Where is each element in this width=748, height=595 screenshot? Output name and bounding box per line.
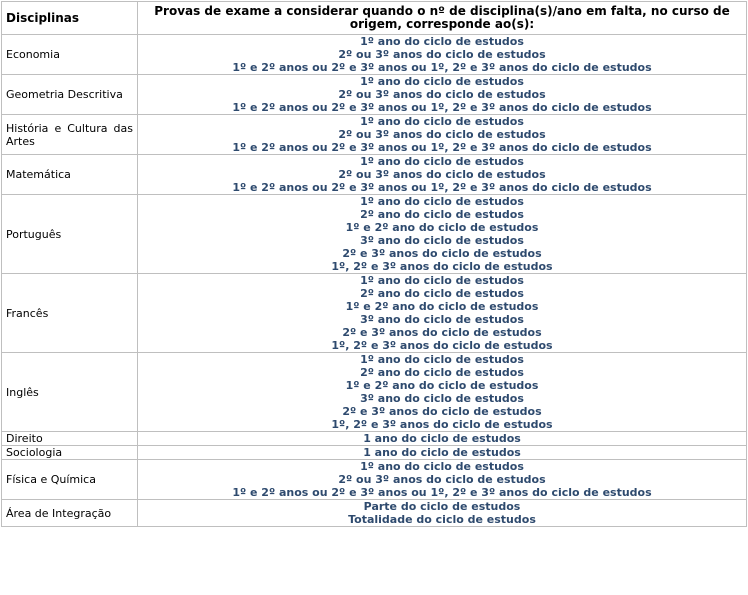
exam-line: 1 ano do ciclo de estudos bbox=[363, 446, 521, 459]
exam-line: 1º e 2º anos ou 2º e 3º anos ou 1º, 2º e 3º anos do ciclo de estudos bbox=[232, 101, 652, 114]
subject-cell: Economia bbox=[2, 35, 138, 75]
table-row bbox=[2, 500, 747, 527]
exam-line: 1º ano do ciclo de estudos bbox=[360, 75, 524, 88]
table-row bbox=[2, 35, 747, 75]
subject-cell: Direito bbox=[2, 432, 138, 446]
exam-line: 2º ano do ciclo de estudos bbox=[360, 287, 524, 300]
exams-cell bbox=[138, 274, 747, 353]
exam-line: 1º ano do ciclo de estudos bbox=[360, 115, 524, 128]
exam-line: 1º e 2º anos ou 2º e 3º anos ou 1º, 2º e 3º anos do ciclo de estudos bbox=[232, 141, 652, 154]
exam-line: 1º e 2º ano do ciclo de estudos bbox=[345, 221, 539, 234]
exams-cell bbox=[138, 35, 747, 75]
exam-line: 1º ano do ciclo de estudos bbox=[360, 460, 524, 473]
exam-line: 2º ano do ciclo de estudos bbox=[360, 208, 524, 221]
exam-line: Totalidade do ciclo de estudos bbox=[348, 513, 536, 526]
exam-line: 1 ano do ciclo de estudos bbox=[363, 432, 521, 445]
table-row bbox=[2, 432, 747, 446]
exam-line: Parte do ciclo de estudos bbox=[363, 500, 521, 513]
table-row bbox=[2, 75, 747, 115]
header-subject: Disciplinas bbox=[2, 2, 138, 35]
exam-line: 2º ano do ciclo de estudos bbox=[360, 366, 524, 379]
subject-cell: Francês bbox=[2, 274, 138, 353]
header-row bbox=[2, 2, 747, 35]
exam-line: 2º e 3º anos do ciclo de estudos bbox=[342, 326, 542, 339]
subject-cell: Física e Química bbox=[2, 460, 138, 500]
table-row bbox=[2, 274, 747, 353]
header-exams: Provas de exame a considerar quando o nº de disciplina(s)/ano em falta, no curso de origem, corresponde ao(s): bbox=[138, 2, 747, 35]
exam-requirements-table bbox=[1, 1, 747, 527]
exams-cell bbox=[138, 353, 747, 432]
exam-line: 2º ou 3º anos do ciclo de estudos bbox=[338, 168, 546, 181]
exam-line: 1º e 2º anos ou 2º e 3º anos ou 1º, 2º e 3º anos do ciclo de estudos bbox=[232, 181, 652, 194]
subject-cell: História e Cultura das Artes bbox=[2, 115, 138, 155]
exam-line: 1º, 2º e 3º anos do ciclo de estudos bbox=[331, 418, 553, 431]
table-row bbox=[2, 460, 747, 500]
exam-line: 1º e 2º ano do ciclo de estudos bbox=[345, 379, 539, 392]
subject-cell: Matemática bbox=[2, 155, 138, 195]
exam-line: 2º ou 3º anos do ciclo de estudos bbox=[338, 48, 546, 61]
table-row bbox=[2, 155, 747, 195]
exam-line: 3º ano do ciclo de estudos bbox=[360, 313, 524, 326]
exam-line: 1º ano do ciclo de estudos bbox=[360, 274, 524, 287]
exams-cell bbox=[138, 500, 747, 527]
exam-line: 2º e 3º anos do ciclo de estudos bbox=[342, 247, 542, 260]
subject-cell: Área de Integração bbox=[2, 500, 138, 527]
exam-line: 2º ou 3º anos do ciclo de estudos bbox=[338, 88, 546, 101]
exam-line: 1º ano do ciclo de estudos bbox=[360, 35, 524, 48]
exam-line: 1º e 2º anos ou 2º e 3º anos ou 1º, 2º e 3º anos do ciclo de estudos bbox=[232, 486, 652, 499]
table-row bbox=[2, 446, 747, 460]
exam-line: 1º, 2º e 3º anos do ciclo de estudos bbox=[331, 260, 553, 273]
exam-line: 1º ano do ciclo de estudos bbox=[360, 353, 524, 366]
exams-cell bbox=[138, 195, 747, 274]
subject-cell: Inglês bbox=[2, 353, 138, 432]
exam-line: 1º, 2º e 3º anos do ciclo de estudos bbox=[331, 339, 553, 352]
exam-line: 2º ou 3º anos do ciclo de estudos bbox=[338, 128, 546, 141]
exam-line: 1º e 2º ano do ciclo de estudos bbox=[345, 300, 539, 313]
table-row bbox=[2, 195, 747, 274]
exams-cell bbox=[138, 460, 747, 500]
exams-cell bbox=[138, 115, 747, 155]
subject-cell: Geometria Descritiva bbox=[2, 75, 138, 115]
subject-cell: Sociologia bbox=[2, 446, 138, 460]
exam-line: 2º e 3º anos do ciclo de estudos bbox=[342, 405, 542, 418]
table-row bbox=[2, 115, 747, 155]
table-row bbox=[2, 353, 747, 432]
exam-line: 2º ou 3º anos do ciclo de estudos bbox=[338, 473, 546, 486]
subject-cell: Português bbox=[2, 195, 138, 274]
exam-line: 1º e 2º anos ou 2º e 3º anos ou 1º, 2º e 3º anos do ciclo de estudos bbox=[232, 61, 652, 74]
exam-line: 1º ano do ciclo de estudos bbox=[360, 195, 524, 208]
exam-line: 1º ano do ciclo de estudos bbox=[360, 155, 524, 168]
exams-cell bbox=[138, 155, 747, 195]
exams-cell bbox=[138, 432, 747, 446]
exams-cell bbox=[138, 75, 747, 115]
exam-line: 3º ano do ciclo de estudos bbox=[360, 234, 524, 247]
exam-line: 3º ano do ciclo de estudos bbox=[360, 392, 524, 405]
exams-cell bbox=[138, 446, 747, 460]
